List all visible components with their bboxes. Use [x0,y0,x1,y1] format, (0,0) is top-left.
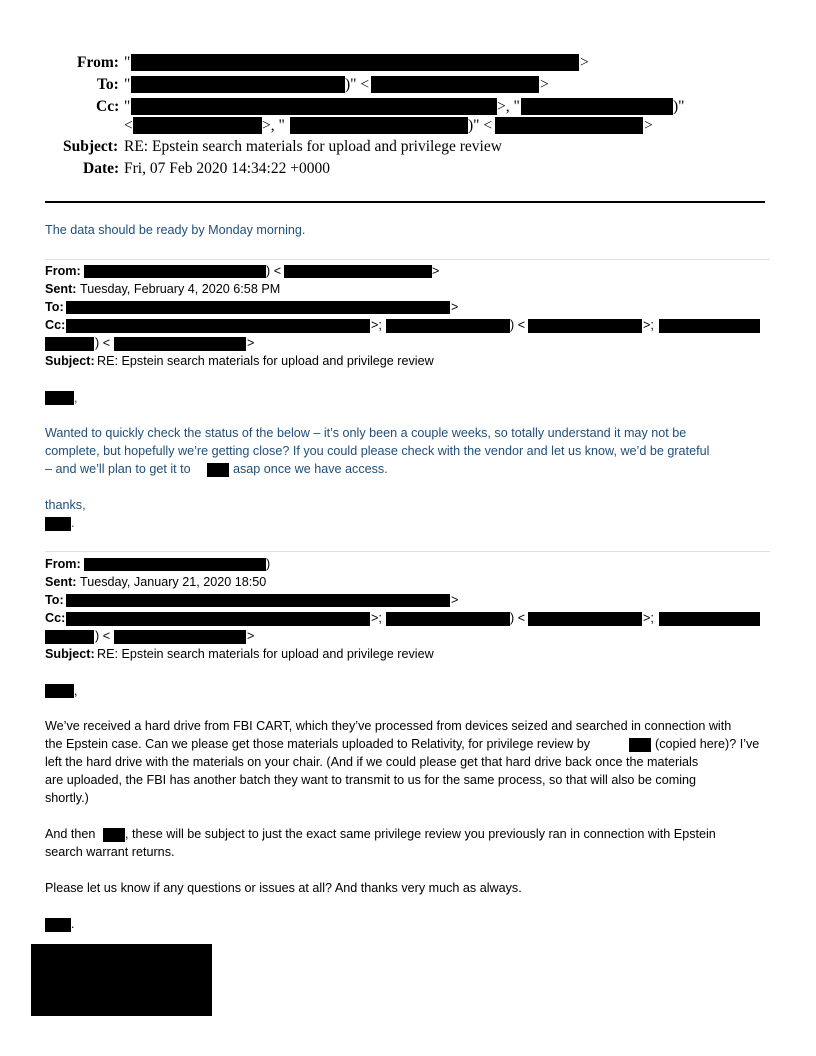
redaction [45,517,71,531]
angle-close: > [540,76,549,93]
redaction [207,463,229,477]
redaction [284,265,432,278]
body-line: And then [45,827,96,841]
redaction [103,828,125,842]
redaction [45,684,74,698]
paren-angle: ) < [266,264,282,278]
signoff: thanks, [45,498,86,512]
quote-angle: )" < [468,117,493,134]
redaction [84,265,266,278]
redaction [133,117,262,134]
message2-from-label: From: [45,557,81,571]
message1-cc-label: Cc: [45,318,66,332]
body-line: the Epstein case. Can we please get those materials uploaded to Relativity, for privilege review by [45,737,591,751]
quote-mark: " [124,98,131,115]
redaction [66,612,370,626]
header-subject-label: Subject: [63,138,119,155]
redaction [659,612,760,626]
body-line: left the hard drive with the materials on your chair. (And if we could please get that hard drive back once the materials [45,755,699,769]
message2-to-label: To: [45,593,64,607]
header-date-label: Date: [83,160,120,177]
message1-subject-label: Subject: [45,354,95,368]
message1-sent: Tuesday, February 4, 2020 6:58 PM [80,282,281,296]
body-line: We’ve received a hard drive from FBI CART, which they’ve processed from devices seized and searched in connection with [45,719,732,733]
message1-to-label: To: [45,300,64,314]
comma: , [74,684,78,698]
redaction [45,391,74,405]
redaction [45,918,71,932]
body-line: shortly.) [45,791,89,805]
redaction [84,558,266,571]
angle-close: > [451,593,459,607]
redaction [371,76,539,93]
angle-close: > [247,629,255,643]
semicolon: >; [643,318,654,332]
redaction [521,98,673,115]
period: . [71,917,75,931]
redaction [386,612,510,626]
redaction [114,630,246,644]
paren-angle: ) < [95,336,111,350]
angle-close: > [432,264,440,278]
redaction [386,319,510,333]
body-line: are uploaded, the FBI has another batch they want to transmit to us for the same process, so that will also be coming [45,773,697,787]
redaction [45,337,94,351]
semicolon: >; [371,611,382,625]
redaction [131,54,579,71]
body-line: Wanted to quickly check the status of the below – it’s only been a couple weeks, so totally understand it may not be [45,426,687,440]
message2-sent-label: Sent: [45,575,77,589]
redaction [290,117,468,134]
message2-cc-label: Cc: [45,611,66,625]
header-from-label: From: [77,54,119,71]
header-divider [45,201,765,203]
message1-sent-label: Sent: [45,282,77,296]
redaction [66,301,450,314]
redaction [45,630,94,644]
header-subject: RE: Epstein search materials for upload and privilege review [124,138,502,155]
top-message-body: The data should be ready by Monday morning. [45,223,306,237]
paren-angle: ) < [510,318,526,332]
redaction [131,98,497,115]
body-line: Please let us know if any questions or issues at all? And thanks very much as always. [45,881,522,895]
paren-angle: ) < [510,611,526,625]
paren-quote: )" [673,98,685,115]
redaction [629,738,651,752]
semicolon: >; [371,318,382,332]
message2-sent: Tuesday, January 21, 2020 18:50 [80,575,267,589]
header-cc-label: Cc: [96,98,120,115]
angle-close: > [580,54,589,71]
message1-subject: RE: Epstein search materials for upload and privilege review [97,354,434,368]
paren-angle: ) < [95,629,111,643]
redaction [114,337,246,351]
redaction [66,594,450,607]
comma: , [74,391,78,405]
redaction [659,319,760,333]
paren: ) [266,557,271,571]
angle-open: < [124,117,133,134]
redaction [66,319,370,333]
signature-redaction [31,944,212,1016]
angle-close: > [247,336,255,350]
redaction [528,612,642,626]
body-line: , these will be subject to just the exact same privilege review you previously ran in connection with Epstein [125,827,716,841]
message-separator [45,551,770,552]
angle-close: > [644,117,653,134]
comma-quote: >, " [497,98,520,115]
semicolon: >; [643,611,654,625]
body-line: – and we’ll plan to get it to [45,462,191,476]
message-separator [45,259,770,260]
redaction [495,117,643,134]
quote-mark: " [124,54,131,71]
comma-quote: >, " [262,117,285,134]
message2-subject: RE: Epstein search materials for upload and privilege review [97,647,434,661]
angle-close: > [451,300,459,314]
quote-angle: )" < [345,76,370,93]
header-date: Fri, 07 Feb 2020 14:34:22 +0000 [124,160,330,177]
body-line: (copied here)? I’ve [655,737,760,751]
redaction [131,76,345,93]
message2-subject-label: Subject: [45,647,95,661]
body-line: complete, but hopefully we’re getting close? If you could please check with the vendor and let us know, we’d be grateful [45,444,710,458]
period: . [71,516,75,530]
quote-mark: " [124,76,131,93]
message1-from-label: From: [45,264,81,278]
body-line: search warrant returns. [45,845,175,859]
header-to-label: To: [97,76,119,93]
redaction [528,319,642,333]
body-line: asap once we have access. [233,462,388,476]
